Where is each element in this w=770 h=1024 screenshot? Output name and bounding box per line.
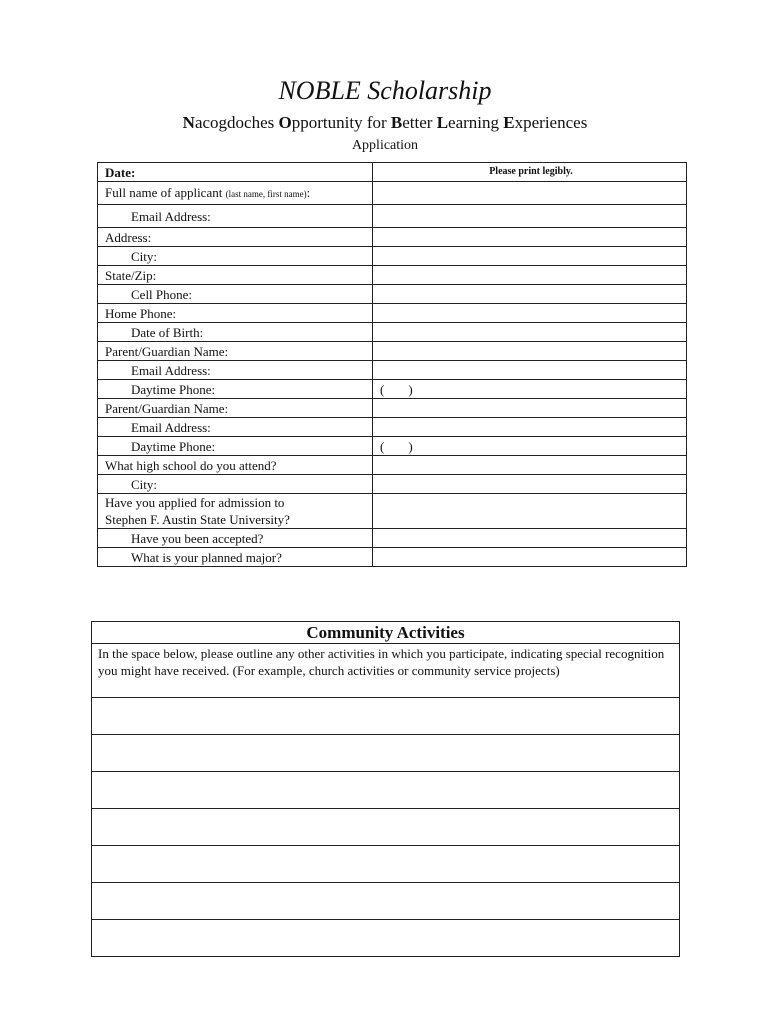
city-field[interactable]: [373, 247, 687, 266]
dob-field[interactable]: [373, 323, 687, 342]
full-name-label: [98, 182, 373, 205]
high-school-field[interactable]: [373, 456, 687, 475]
form-row-school: [98, 456, 687, 475]
subtitle-cap: E: [503, 113, 515, 132]
subtitle-cap: B: [390, 113, 403, 132]
form-row-parent2-email: [98, 418, 687, 437]
subtitle-rest: etter: [402, 113, 437, 132]
form-row-parent1: [98, 342, 687, 361]
cell-phone-field[interactable]: [373, 285, 687, 304]
form-row-email: [98, 205, 687, 228]
parent1-email-field[interactable]: [373, 361, 687, 380]
activity-line-4[interactable]: [92, 809, 680, 846]
parent2-name-field[interactable]: [373, 399, 687, 418]
email-label: Email Address:: [98, 205, 373, 228]
form-row-parent2-phone: [98, 437, 687, 456]
activity-line-5[interactable]: [92, 846, 680, 883]
address-label: Address:: [98, 228, 373, 247]
form-row-dob: [98, 323, 687, 342]
parent1-name-field[interactable]: [373, 342, 687, 361]
form-row-sfa: [98, 494, 687, 529]
document-header: [0, 74, 770, 156]
form-row-city: [98, 247, 687, 266]
community-activities-heading: Community Activities: [92, 622, 680, 644]
form-row-accepted: [98, 529, 687, 548]
form-row-parent1-email: [98, 361, 687, 380]
area-code-open: (: [380, 438, 385, 454]
full-name-text: Full name of applicant: [105, 184, 226, 200]
subtitle-rest: earning: [448, 113, 504, 132]
activity-line-6[interactable]: [92, 883, 680, 920]
community-activities-table: [91, 621, 680, 957]
subtitle-rest: pportunity for: [291, 113, 391, 132]
school-city-label: City:: [98, 475, 373, 494]
full-name-hint: (last name, first name): [225, 188, 307, 199]
page-caption: Application: [351, 138, 419, 153]
parent2-phone-field[interactable]: [373, 437, 687, 456]
home-phone-field[interactable]: [373, 304, 687, 323]
print-note: Please print legibly.: [373, 163, 687, 182]
subtitle-rest: acogdoches: [194, 113, 279, 132]
sfa-admission-label: [98, 494, 373, 529]
sfa-admission-field[interactable]: [373, 494, 687, 529]
activity-line-2[interactable]: [92, 735, 680, 772]
full-name-field[interactable]: [373, 182, 687, 205]
city-label: City:: [98, 247, 373, 266]
state-zip-field[interactable]: [373, 266, 687, 285]
form-row-home: [98, 304, 687, 323]
parent1-email-label: Email Address:: [98, 361, 373, 380]
parent1-name-label: Parent/Guardian Name:: [98, 342, 373, 361]
parent2-name-label: Parent/Guardian Name:: [98, 399, 373, 418]
sfa-label-line2: Stephen F. Austin State University?: [105, 512, 290, 527]
cell-phone-label: Cell Phone:: [98, 285, 373, 304]
subtitle-rest: xperiences: [514, 113, 588, 132]
activity-line-7[interactable]: [92, 920, 680, 957]
form-row-parent2: [98, 399, 687, 418]
accepted-label: Have you been accepted?: [98, 529, 373, 548]
form-row-major: [98, 548, 687, 567]
subtitle-cap: L: [436, 113, 449, 132]
address-field[interactable]: [373, 228, 687, 247]
parent1-phone-field[interactable]: [373, 380, 687, 399]
parent1-phone-label: Daytime Phone:: [98, 380, 373, 399]
form-row-school-city: [98, 475, 687, 494]
area-code-open: (: [380, 381, 385, 397]
program-subtitle: [0, 112, 770, 134]
activity-line-3[interactable]: [92, 772, 680, 809]
area-code-close: ): [408, 438, 413, 454]
page-title: NOBLE Scholarship: [278, 76, 492, 105]
application-form-table: [97, 162, 687, 567]
home-phone-label: Home Phone:: [98, 304, 373, 323]
form-row-full-name: [98, 182, 687, 205]
area-code-close: ): [408, 381, 413, 397]
school-city-field[interactable]: [373, 475, 687, 494]
parent2-email-label: Email Address:: [98, 418, 373, 437]
form-row-date: [98, 163, 687, 182]
major-field[interactable]: [373, 548, 687, 567]
state-zip-label: State/Zip:: [98, 266, 373, 285]
sfa-label-line1: Have you applied for admission to: [105, 495, 285, 510]
major-label: What is your planned major?: [98, 548, 373, 567]
high-school-label: What high school do you attend?: [98, 456, 373, 475]
form-row-address: [98, 228, 687, 247]
community-activities-instructions: In the space below, please outline any other activities in which you participate, indicating special recognition you might have received. (For example, church activities or community service projects): [92, 644, 680, 698]
accepted-field[interactable]: [373, 529, 687, 548]
form-row-parent1-phone: [98, 380, 687, 399]
full-name-colon: :: [306, 184, 311, 200]
subtitle-cap: O: [278, 113, 292, 132]
form-row-state-zip: [98, 266, 687, 285]
parent2-email-field[interactable]: [373, 418, 687, 437]
form-row-cell: [98, 285, 687, 304]
date-label: Date:: [98, 163, 373, 182]
email-field[interactable]: [373, 205, 687, 228]
dob-label: Date of Birth:: [98, 323, 373, 342]
parent2-phone-label: Daytime Phone:: [98, 437, 373, 456]
activity-line-1[interactable]: [92, 698, 680, 735]
subtitle-cap: N: [182, 113, 195, 132]
